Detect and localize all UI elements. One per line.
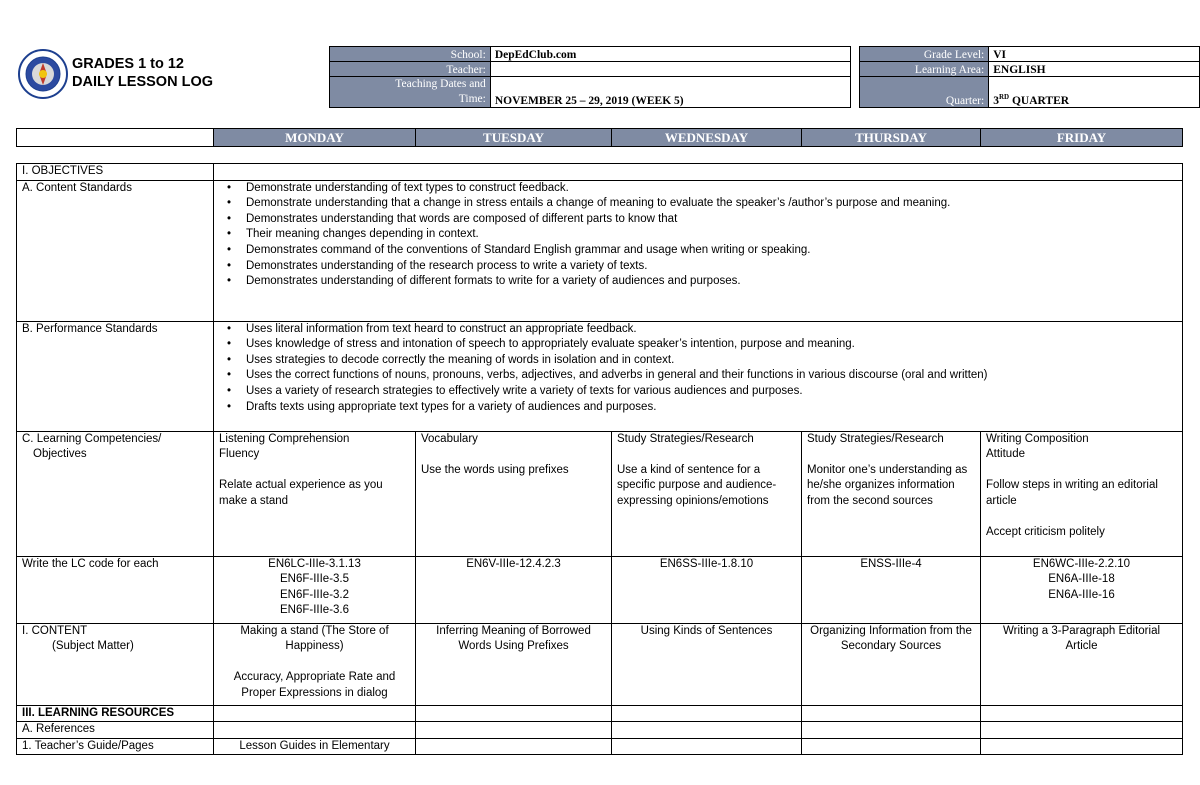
lesson-info-table bbox=[329, 46, 1200, 108]
content-wednesday: Using Kinds of Sentences bbox=[612, 623, 802, 705]
learning-area-label: Learning Area: bbox=[860, 62, 989, 77]
school-value[interactable]: DepEdClub.com bbox=[490, 47, 851, 62]
day-monday: MONDAY bbox=[214, 129, 416, 147]
learning-resources-heading: III. LEARNING RESOURCES bbox=[17, 705, 214, 722]
references-label: A. References bbox=[17, 722, 214, 739]
quarter-label: Quarter: bbox=[860, 77, 989, 108]
teacher-label: Teacher: bbox=[330, 62, 491, 77]
content-thursday: Organizing Information from the Secondary Sources bbox=[802, 623, 981, 705]
day-tuesday: TUESDAY bbox=[416, 129, 612, 147]
lc-code-tuesday: EN6V-IIIe-12.4.2.3 bbox=[416, 556, 612, 623]
quarter-value[interactable]: 3RD QUARTER bbox=[989, 77, 1200, 108]
teacher-value[interactable] bbox=[490, 62, 851, 77]
objectives-heading: I. OBJECTIVES bbox=[17, 164, 214, 181]
learning-area-value[interactable]: ENGLISH bbox=[989, 62, 1200, 77]
competency-friday: Writing Composition Attitude Follow steps in writing an editorial article Accept criticism politely bbox=[981, 431, 1183, 556]
performance-standards-label: B. Performance Standards bbox=[17, 321, 214, 431]
content-standard-item: • Their meaning changes depending in context. bbox=[246, 227, 1177, 243]
lc-code-wednesday: EN6SS-IIIe-1.8.10 bbox=[612, 556, 802, 623]
performance-standards bbox=[214, 321, 1183, 431]
log-title bbox=[72, 55, 213, 91]
performance-standard-item: • Uses literal information from text heard to construct an appropriate feedback. bbox=[246, 322, 1177, 338]
lc-code-thursday: ENSS-IIIe-4 bbox=[802, 556, 981, 623]
competency-tuesday: Vocabulary Use the words using prefixes bbox=[416, 431, 612, 556]
content-standard-item: • Demonstrates understanding of different formats to write for a variety of audiences and purposes. bbox=[246, 274, 1177, 290]
title-line-2: DAILY LESSON LOG bbox=[72, 74, 213, 90]
content-label: I. CONTENT (Subject Matter) bbox=[17, 623, 214, 705]
lesson-log-table bbox=[16, 163, 1183, 755]
title-line-1: GRADES 1 to 12 bbox=[72, 56, 184, 72]
content-standards-label: A. Content Standards bbox=[17, 180, 214, 321]
content-standard-item: • Demonstrate understanding of text types to construct feedback. bbox=[246, 181, 1177, 197]
grade-level-value[interactable]: VI bbox=[989, 47, 1200, 62]
performance-standard-item: • Uses a variety of research strategies to effectively write a variety of texts for various audiences and purposes. bbox=[246, 384, 1177, 400]
teaching-dates-value[interactable]: NOVEMBER 25 – 29, 2019 (WEEK 5) bbox=[490, 77, 851, 108]
content-standards bbox=[214, 180, 1183, 321]
content-standard-item: • Demonstrates understanding that words are composed of different parts to know that bbox=[246, 212, 1177, 228]
content-standard-item: • Demonstrates understanding of the research process to write a variety of texts. bbox=[246, 259, 1177, 275]
lc-code-friday: EN6WC-IIIe-2.2.10 EN6A-IIIe-18 EN6A-IIIe-16 bbox=[981, 556, 1183, 623]
content-friday: Writing a 3-Paragraph Editorial Article bbox=[981, 623, 1183, 705]
competency-thursday: Study Strategies/Research Monitor one’s understanding as he/she organizes information from the second sources bbox=[802, 431, 981, 556]
performance-standard-item: • Uses knowledge of stress and intonation of speech to appropriately evaluate speaker’s intention, purpose and meaning. bbox=[246, 337, 1177, 353]
teachers-guide-label: 1. Teacher’s Guide/Pages bbox=[17, 738, 214, 755]
teaching-dates-label: Teaching Dates and Time: bbox=[330, 77, 491, 108]
lc-code-monday: EN6LC-IIIe-3.1.13 EN6F-IIIe-3.5 EN6F-IIIe-3.2 EN6F-IIIe-3.6 bbox=[214, 556, 416, 623]
teachers-guide-monday: Lesson Guides in Elementary bbox=[214, 738, 416, 755]
day-friday: FRIDAY bbox=[981, 129, 1183, 147]
lc-code-label: Write the LC code for each bbox=[17, 556, 214, 623]
performance-standard-item: • Uses the correct functions of nouns, pronouns, verbs, adjectives, and adverbs in general and their functions in various discourse (oral and written) bbox=[246, 368, 1177, 384]
deped-seal-icon bbox=[18, 46, 68, 102]
day-wednesday: WEDNESDAY bbox=[612, 129, 802, 147]
competency-wednesday: Study Strategies/Research Use a kind of sentence for a specific purpose and audience-expressing opinions/emotions bbox=[612, 431, 802, 556]
day-thursday: THURSDAY bbox=[802, 129, 981, 147]
school-label: School: bbox=[330, 47, 491, 62]
performance-standard-item: • Drafts texts using appropriate text types for a variety of audiences and purposes. bbox=[246, 400, 1177, 416]
content-tuesday: Inferring Meaning of Borrowed Words Using Prefixes bbox=[416, 623, 612, 705]
content-standard-item: • Demonstrate understanding that a change in stress entails a change of meaning to evaluate the speaker’s /author’s purpose and meaning. bbox=[246, 196, 1177, 212]
content-monday: Making a stand (The Store of Happiness) Accuracy, Appropriate Rate and Proper Expressions in dialog bbox=[214, 623, 416, 705]
grade-level-label: Grade Level: bbox=[860, 47, 989, 62]
content-standard-item: • Demonstrates command of the conventions of Standard English grammar and usage when writing or speaking. bbox=[246, 243, 1177, 259]
performance-standard-item: • Uses strategies to decode correctly the meaning of words in isolation and in context. bbox=[246, 353, 1177, 369]
competency-monday: Listening Comprehension Fluency Relate actual experience as you make a stand bbox=[214, 431, 416, 556]
weekday-header bbox=[16, 128, 1183, 147]
learning-competencies-label: C. Learning Competencies/ Objectives bbox=[17, 431, 214, 556]
